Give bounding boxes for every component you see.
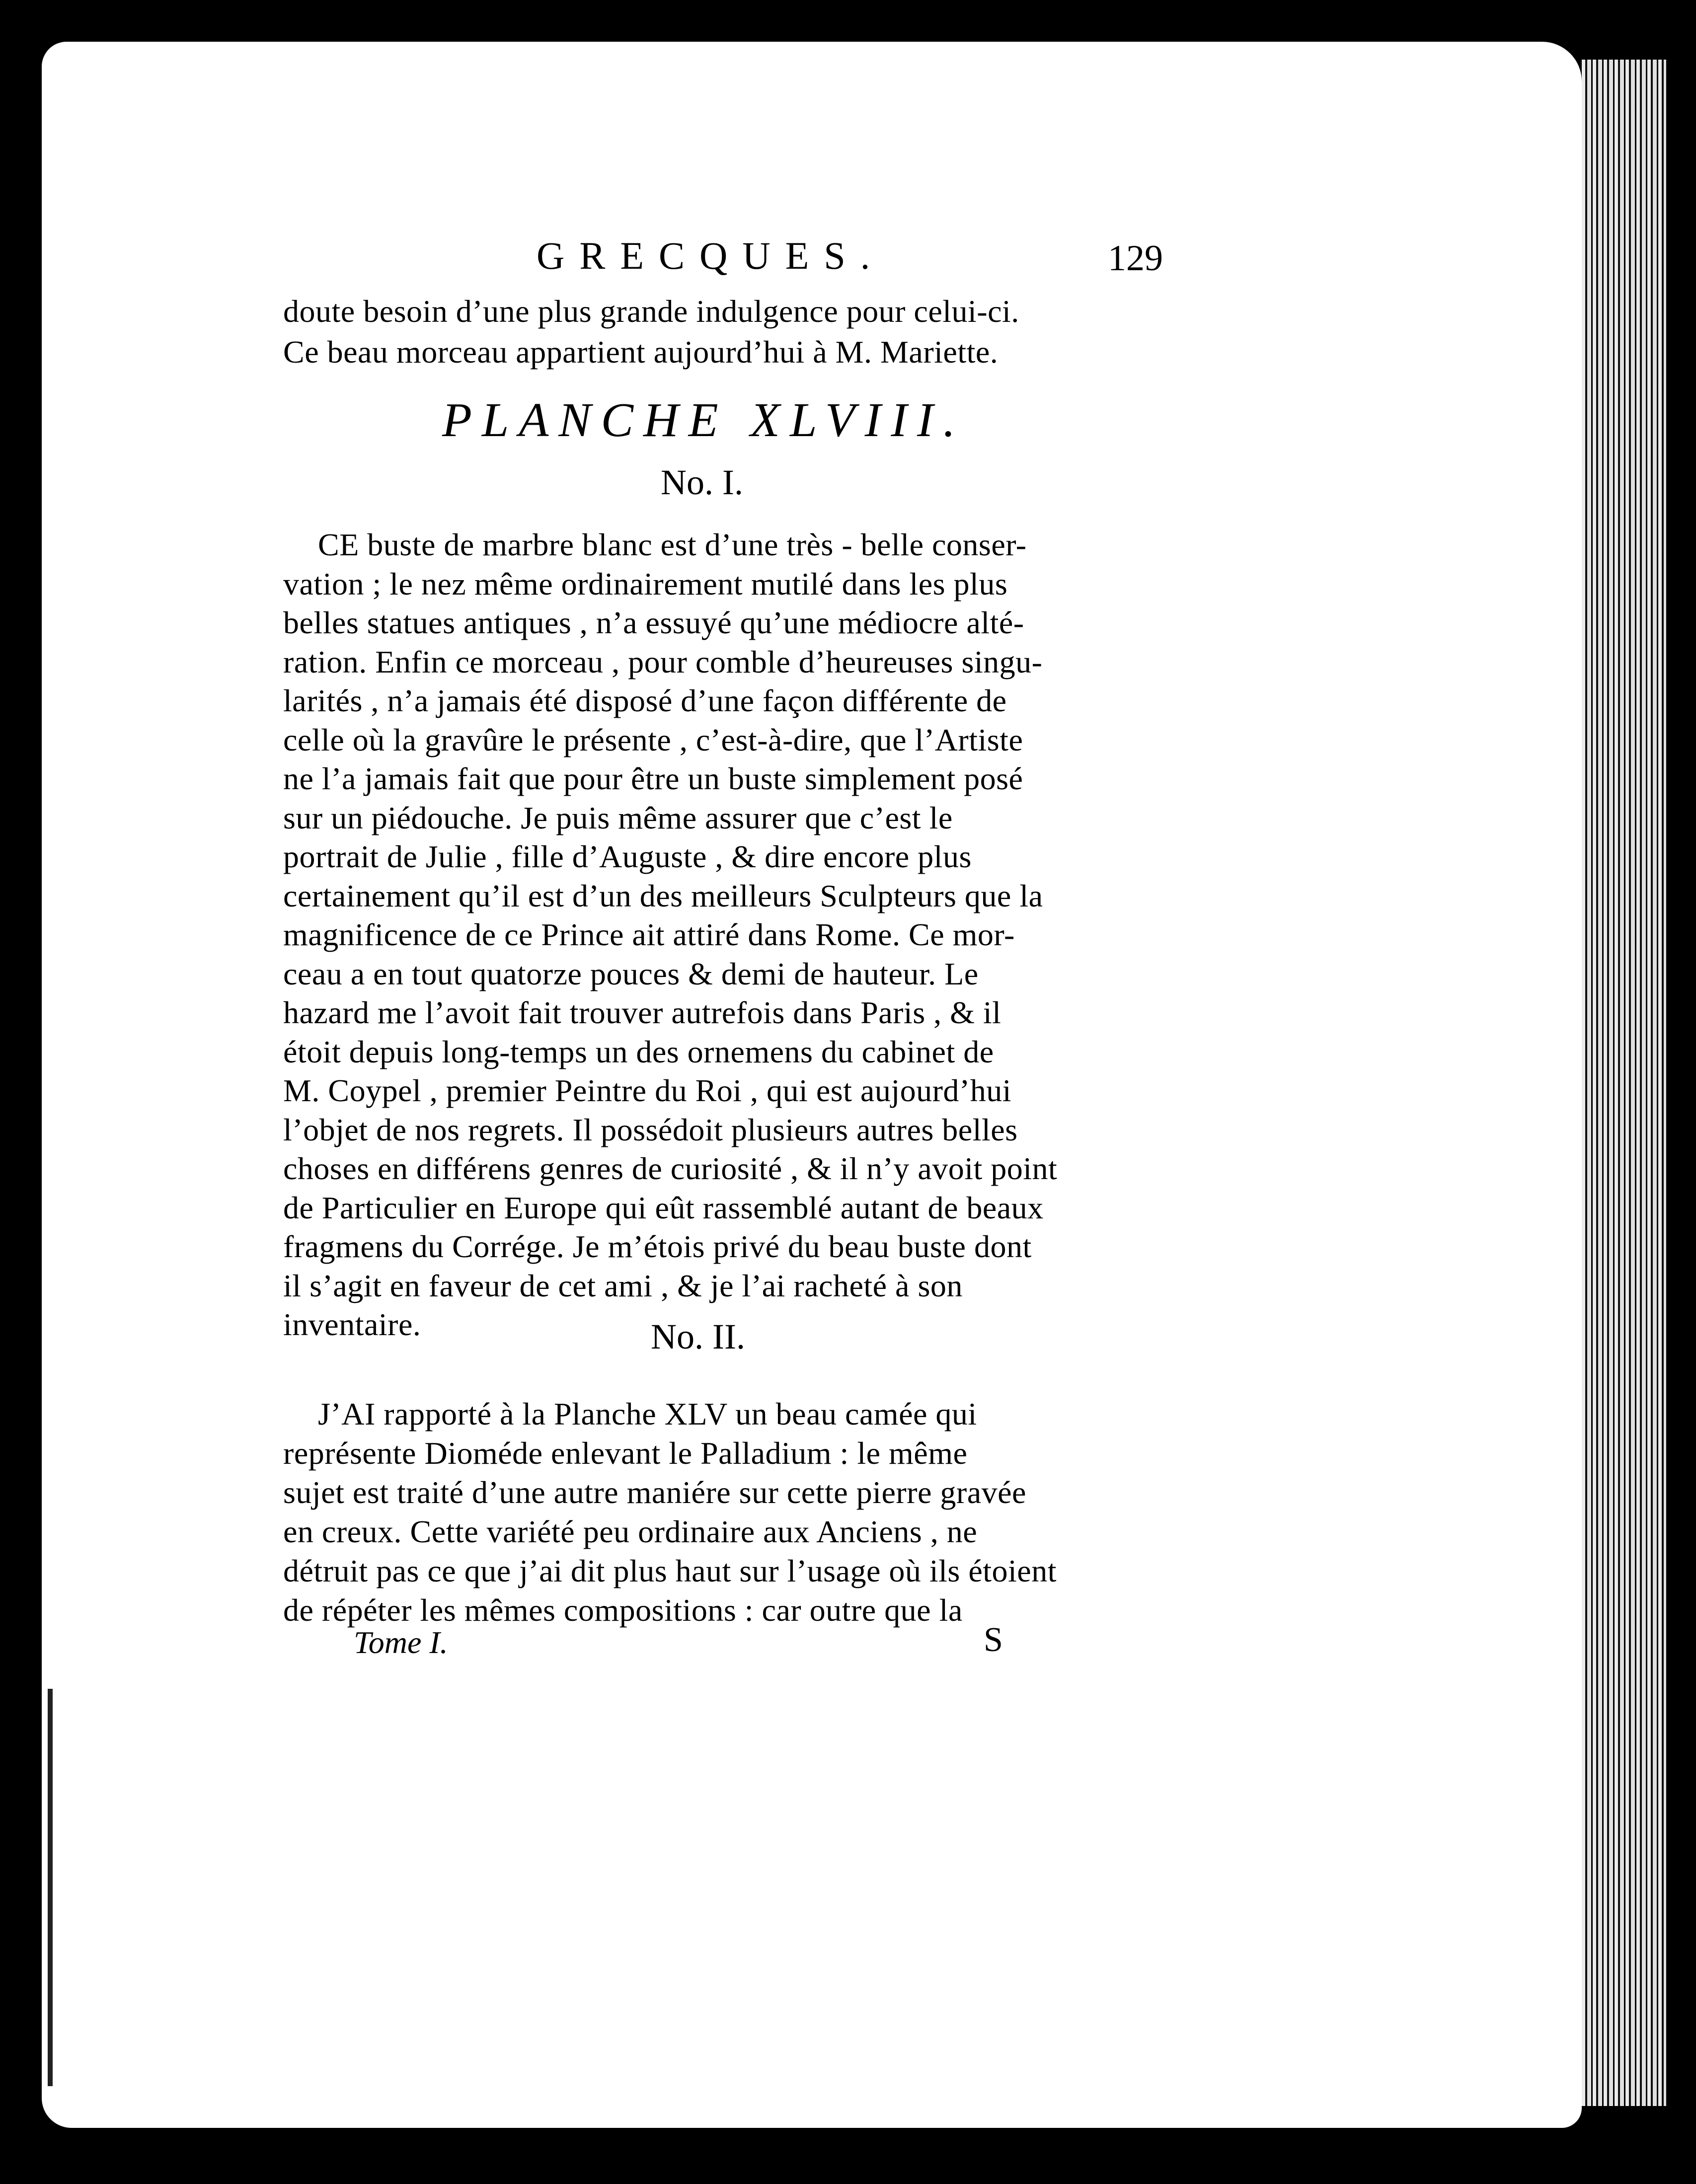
body-line: en creux. Cette variété peu ordinaire aux Anciens , ne bbox=[283, 1514, 978, 1549]
body-line: belles statues antiques , n’a essuyé qu’une médiocre alté- bbox=[283, 605, 1024, 640]
section-number-1: No. I. bbox=[661, 462, 743, 502]
body-line: sur un piédouche. Je puis même assurer que c’est le bbox=[283, 800, 953, 835]
body-line: étoit depuis long-temps un des ornemens du cabinet de bbox=[283, 1034, 994, 1069]
body-line: représente Dioméde enlevant le Palladium : le même bbox=[283, 1435, 968, 1471]
body-line: choses en différens genres de curiosité , & il n’y avoit point bbox=[283, 1151, 1058, 1186]
body-line: hazard me l’avoit fait trouver autrefois dans Paris , & il bbox=[283, 995, 1002, 1030]
running-header: GRECQUES. bbox=[537, 234, 885, 277]
body-line: certainement qu’il est d’un des meilleurs Sculpteurs que la bbox=[283, 878, 1043, 913]
body-line: il s’agit en faveur de cet ami , & je l’ai racheté à son bbox=[283, 1268, 963, 1303]
body-line: vation ; le nez même ordinairement mutilé dans les plus bbox=[283, 566, 1008, 602]
section-number-2: No. II. bbox=[651, 1317, 745, 1356]
body-line: l’objet de nos regrets. Il possédoit plusieurs autres belles bbox=[283, 1112, 1018, 1147]
body-line: celle où la gravûre le présente , c’est-à-dire, que l’Artiste bbox=[283, 722, 1023, 757]
body-line: CE buste de marbre blanc est d’une très - belle conser- bbox=[318, 527, 1027, 562]
body-line: magnificence de ce Prince ait attiré dans Rome. Ce mor- bbox=[283, 917, 1015, 952]
body-line: ceau a en tout quatorze pouces & demi de hauteur. Le bbox=[283, 956, 979, 991]
footer-volume: Tome I. bbox=[354, 1625, 448, 1660]
body-line: de Particulier en Europe qui eût rassemblé autant de beaux bbox=[283, 1190, 1044, 1225]
body-line: détruit pas ce que j’ai dit plus haut sur l’usage où ils étoient bbox=[283, 1553, 1057, 1588]
body-line: portrait de Julie , fille d’Auguste , & dire encore plus bbox=[283, 839, 972, 874]
body-line: J’AI rapporté à la Planche XLV un beau camée qui bbox=[318, 1396, 977, 1431]
body-line: ration. Enfin ce morceau , pour comble d’heureuses singu- bbox=[283, 644, 1043, 679]
body-line: sujet est traité d’une autre maniére sur cette pierre gravée bbox=[283, 1475, 1026, 1510]
page-shadow-edge bbox=[48, 1689, 53, 2086]
footer-signature: S bbox=[984, 1621, 1003, 1659]
plate-title: PLANCHE XLVIII. bbox=[442, 393, 966, 447]
intro-line: doute besoin d’une plus grande indulgence pour celui-ci. bbox=[283, 294, 1019, 329]
body-line: de répéter les mêmes compositions : car outre que la bbox=[283, 1592, 963, 1628]
body-line: fragmens du Corrége. Je m’étois privé du beau buste dont bbox=[283, 1229, 1032, 1264]
book-page-edges bbox=[1582, 60, 1666, 2106]
body-line: ne l’a jamais fait que pour être un buste simplement posé bbox=[283, 761, 1023, 796]
page-number: 129 bbox=[1108, 238, 1163, 279]
intro-line: Ce beau morceau appartient aujourd’hui à M. Mariette. bbox=[283, 334, 999, 370]
body-line: M. Coypel , premier Peintre du Roi , qui est aujourd’hui bbox=[283, 1073, 1011, 1108]
body-line: inventaire. bbox=[283, 1307, 421, 1342]
body-line: larités , n’a jamais été disposé d’une façon différente de bbox=[283, 683, 1007, 718]
